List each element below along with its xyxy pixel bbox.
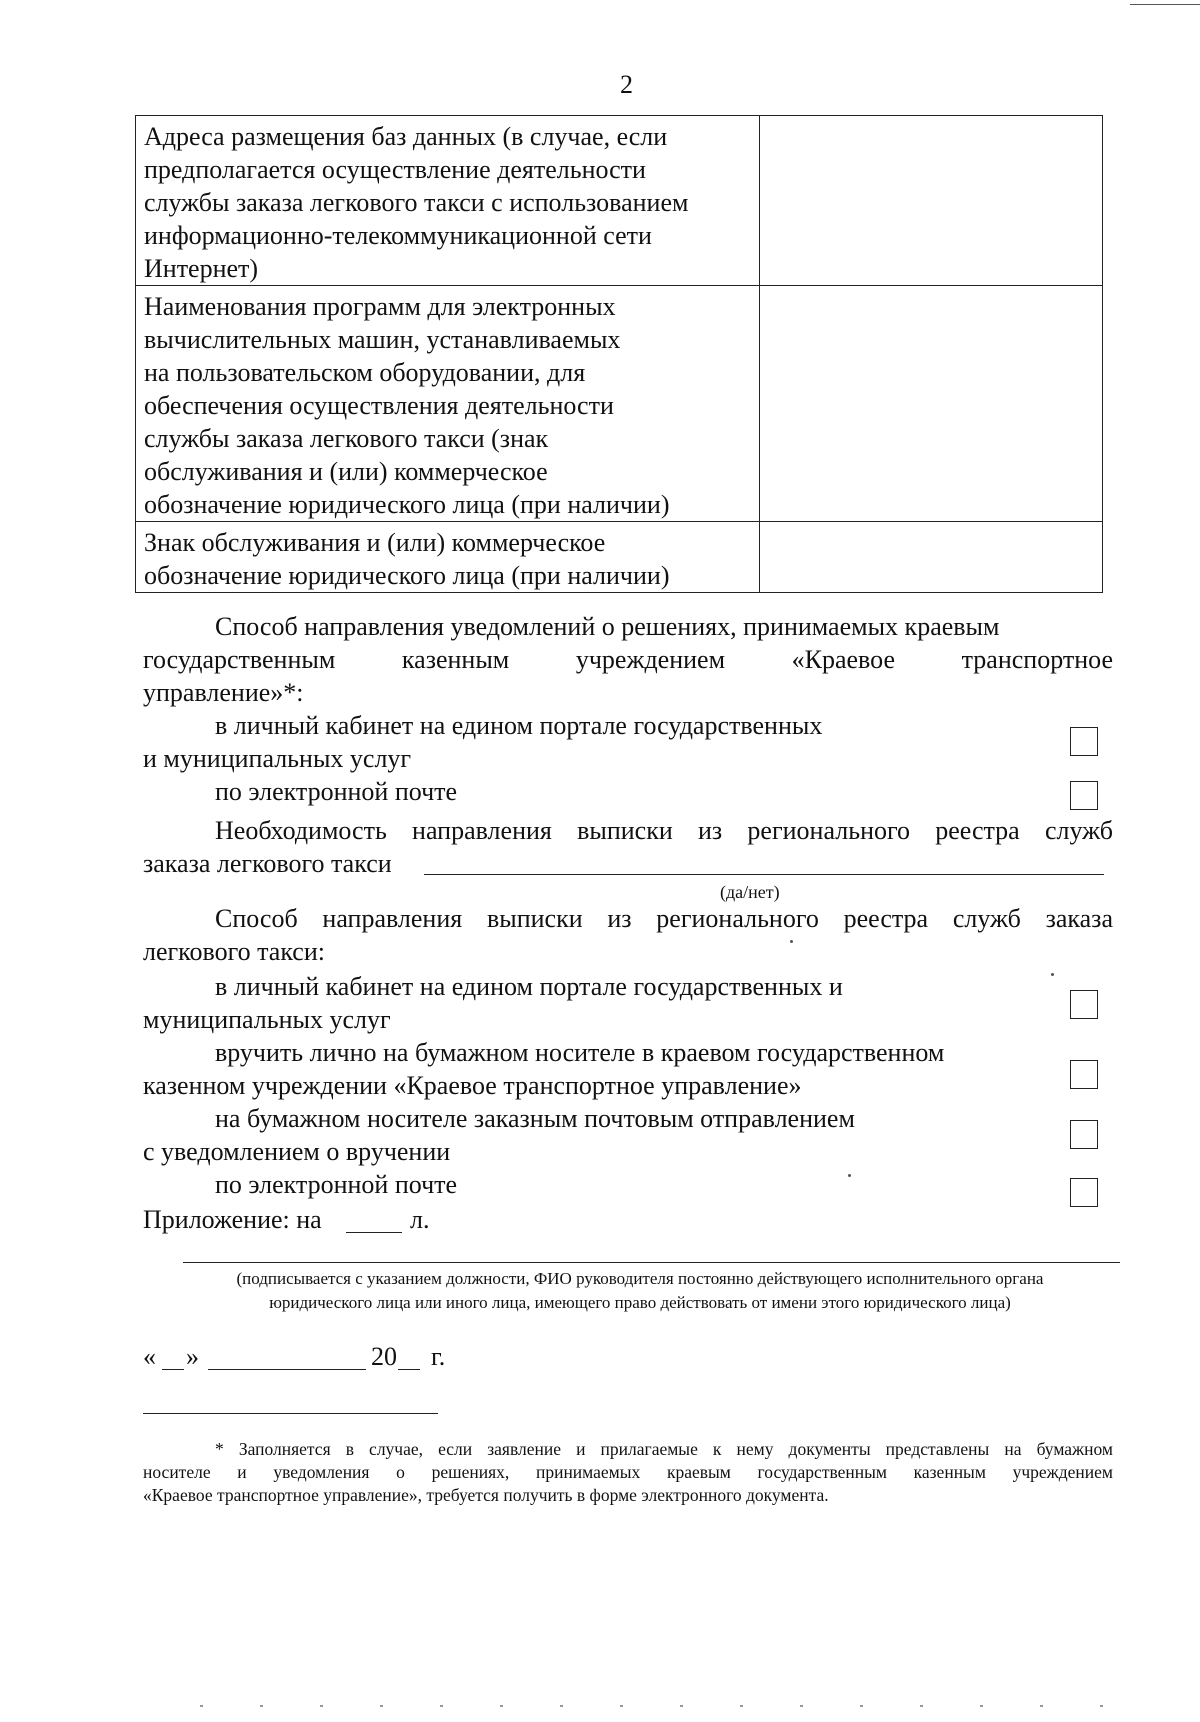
notification-option-portal-line2: и муниципальных услуг (143, 744, 412, 773)
cell-text-line: информационно-телекоммуникационной сети (144, 221, 652, 250)
extract-option-email: по электронной почте (215, 1170, 458, 1199)
attachment-label: Приложение: на (143, 1205, 322, 1234)
table-row-label (136, 286, 760, 522)
date-year-suffix: г. (431, 1342, 446, 1371)
date-year-prefix: 20 (371, 1342, 397, 1371)
scan-speck (790, 940, 793, 943)
extract-option-mail-line2: с уведомлением о вручении (143, 1137, 451, 1166)
notification-heading-line2: государственным казенным учреждением «Краевое транспортное (143, 645, 1113, 674)
footnote-separator (143, 1413, 438, 1414)
cell-text-line: обеспечения осуществления деятельности (144, 391, 614, 420)
notification-email-checkbox[interactable] (1070, 781, 1098, 810)
table-row (136, 522, 1103, 593)
scan-speck (848, 1174, 851, 1177)
footnote-line2: носителе и уведомления о решениях, принимаемых краевым государственным казенным учреждением (143, 1462, 1113, 1482)
extract-mail-checkbox[interactable] (1070, 1120, 1098, 1149)
extract-option-portal-line1: в личный кабинет на едином портале государственных и (215, 972, 843, 1001)
cell-text-line: предполагается осуществление деятельности (144, 155, 646, 184)
date-month-field[interactable] (208, 1369, 366, 1370)
table-row-value[interactable] (760, 286, 1103, 522)
extract-method-line2: легкового такси: (143, 937, 325, 966)
notification-heading-line1: Способ направления уведомлений о решениях, принимаемых краевым (215, 612, 1000, 641)
cell-text-line: обслуживания и (или) коммерческое (144, 457, 548, 486)
cell-text-line: обозначение юридического лица (при наличии) (144, 490, 670, 519)
extract-portal-checkbox[interactable] (1070, 990, 1098, 1019)
notification-portal-checkbox[interactable] (1070, 727, 1098, 756)
footnote-line1: * Заполняется в случае, если заявление и прилагаемые к нему документы представлены на бумажном (215, 1439, 1113, 1459)
extract-option-portal-line2: муниципальных услуг (143, 1005, 391, 1034)
scan-speck (1051, 973, 1054, 976)
cell-text-line: вычислительных машин, устанавливаемых (144, 325, 621, 354)
extract-option-in-person-line2: казенном учреждении «Краевое транспортное управление» (143, 1071, 802, 1100)
signature-line[interactable] (183, 1262, 1120, 1263)
extract-need-line1: Необходимость направления выписки из регионального реестра служб (215, 816, 1113, 845)
cell-text-line: службы заказа легкового такси с использованием (144, 188, 689, 217)
scan-bottom-artifact (200, 1705, 1150, 1707)
extract-need-answer-field[interactable] (424, 874, 1104, 875)
cell-text-line: Знак обслуживания и (или) коммерческое (144, 528, 606, 557)
extract-option-in-person-line1: вручить лично на бумажном носителе в краевом государственном (215, 1038, 945, 1067)
extract-method-line1: Способ направления выписки из регионального реестра служб заказа (215, 904, 1113, 933)
extract-in-person-checkbox[interactable] (1070, 1060, 1098, 1089)
notification-option-email: по электронной почте (215, 777, 458, 806)
table-row-label (136, 116, 760, 286)
cell-text-line: Наименования программ для электронных (144, 292, 616, 321)
table-row (136, 116, 1103, 286)
cell-text-line: на пользовательском оборудовании, для (144, 358, 586, 387)
extract-option-mail-line1: на бумажном носителе заказным почтовым отправлением (215, 1104, 855, 1133)
table-row-value[interactable] (760, 116, 1103, 286)
yes-no-caption: (да/нет) (720, 882, 780, 902)
extract-need-line2: заказа легкового такси (143, 849, 392, 878)
table-row (136, 286, 1103, 522)
table-row-value[interactable] (760, 522, 1103, 593)
date-year-field[interactable] (398, 1369, 420, 1370)
page-number: 2 (620, 70, 633, 99)
cell-text-line: службы заказа легкового такси (знак (144, 424, 549, 453)
info-table (135, 115, 1103, 593)
notification-option-portal-line1: в личный кабинет на едином портале государственных (215, 711, 823, 740)
notification-heading-line3: управление»*: (143, 678, 304, 707)
extract-email-checkbox[interactable] (1070, 1178, 1098, 1207)
attachment-suffix: л. (410, 1205, 430, 1234)
table-row-label (136, 522, 760, 593)
scan-top-rule (1130, 4, 1200, 5)
date-close-quote: » (186, 1342, 199, 1371)
footnote-line3: «Краевое транспортное управление», требуется получить в форме электронного документа. (143, 1485, 829, 1505)
attachment-pages-field[interactable] (346, 1232, 402, 1233)
cell-text-line: Интернет) (144, 254, 259, 283)
cell-text-line: обозначение юридического лица (при наличии) (144, 561, 670, 590)
date-day-field[interactable] (162, 1369, 184, 1370)
signature-caption-line2: юридического лица или иного лица, имеющего право действовать от имени этого юридического лица) (269, 1293, 1011, 1312)
date-open-quote: « (143, 1342, 156, 1371)
cell-text-line: Адреса размещения баз данных (в случае, если (144, 122, 668, 151)
signature-caption-line1: (подписывается с указанием должности, ФИО руководителя постоянно действующего исполнительного органа (236, 1269, 1044, 1288)
